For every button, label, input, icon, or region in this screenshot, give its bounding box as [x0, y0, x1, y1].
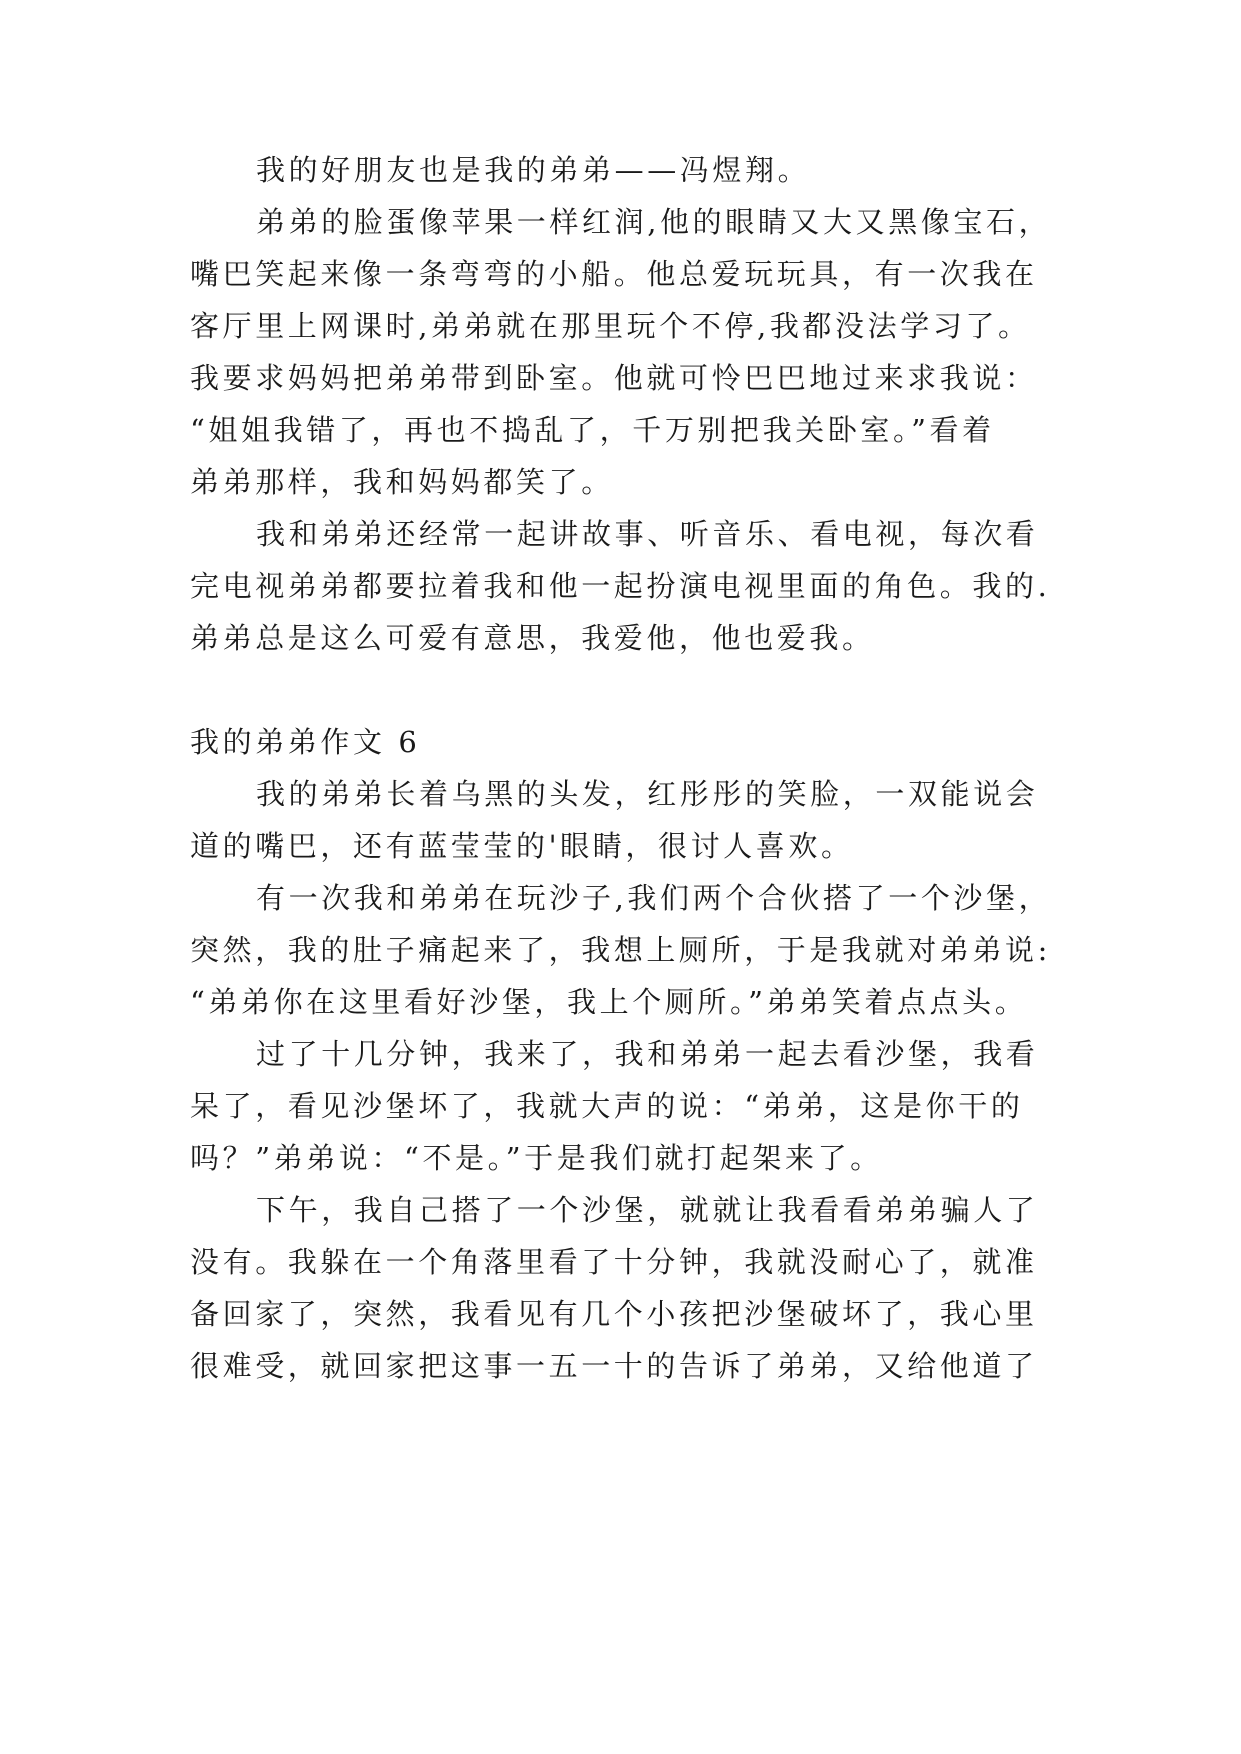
paragraph-line: 我的弟弟长着乌黑的头发，红彤彤的笑脸，一双能说会	[256, 777, 1039, 811]
paragraph-line: 弟弟那样，我和妈妈都笑了。	[190, 465, 614, 499]
paragraph-line: 很难受，就回家把这事一五一十的告诉了弟弟，又给他道了	[190, 1349, 1038, 1383]
paragraph-line: 弟弟的脸蛋像苹果一样红润,他的眼睛又大又黑像宝石，	[256, 205, 1052, 239]
paragraph-line: 过了十几分钟，我来了，我和弟弟一起去看沙堡，我看	[256, 1037, 1039, 1071]
paragraph-line: 我和弟弟还经常一起讲故事、听音乐、看电视，每次看	[256, 517, 1039, 551]
paragraph-line: 没有。我躲在一个角落里看了十分钟，我就没耐心了，就准	[190, 1245, 1038, 1279]
paragraph-line: “姐姐我错了，再也不捣乱了，千万别把我关卧室。”看着	[190, 413, 995, 447]
paragraph-line: 下午，我自己搭了一个沙堡，就就让我看看弟弟骗人了	[256, 1193, 1039, 1227]
paragraph-line: 我的好朋友也是我的弟弟——冯煜翔。	[256, 153, 811, 187]
section-heading: 我的弟弟作文 6	[190, 725, 421, 759]
paragraph-line: 客厅里上网课时,弟弟就在那里玩个不停,我都没法学习了。	[190, 309, 1031, 343]
paragraph-line: 呆了，看见沙堡坏了，我就大声的说：“弟弟，这是你干的	[190, 1089, 1024, 1123]
paragraph-line: 我要求妈妈把弟弟带到卧室。他就可怜巴巴地过来求我说：	[190, 361, 1038, 395]
paragraph-line: 有一次我和弟弟在玩沙子,我们两个合伙搭了一个沙堡，	[256, 881, 1052, 915]
paragraph-line: 备回家了，突然，我看见有几个小孩把沙堡破坏了，我心里	[190, 1297, 1038, 1331]
paragraph-line: 突然，我的肚子痛起来了，我想上厕所，于是我就对弟弟说:	[190, 933, 1051, 967]
paragraph-line: “弟弟你在这里看好沙堡，我上个厕所。”弟弟笑着点点头。	[190, 985, 1028, 1019]
paragraph-line: 道的嘴巴，还有蓝莹莹的'眼睛，很讨人喜欢。	[190, 829, 854, 863]
paragraph-line: 嘴巴笑起来像一条弯弯的小船。他总爱玩玩具，有一次我在	[190, 257, 1038, 291]
paragraph-line: 完电视弟弟都要拉着我和他一起扮演电视里面的角色。我的.	[190, 569, 1051, 603]
paragraph-line: 吗？”弟弟说：“不是。”于是我们就打起架来了。	[190, 1141, 883, 1175]
paragraph-line: 弟弟总是这么可爱有意思，我爱他，他也爱我。	[190, 621, 875, 655]
